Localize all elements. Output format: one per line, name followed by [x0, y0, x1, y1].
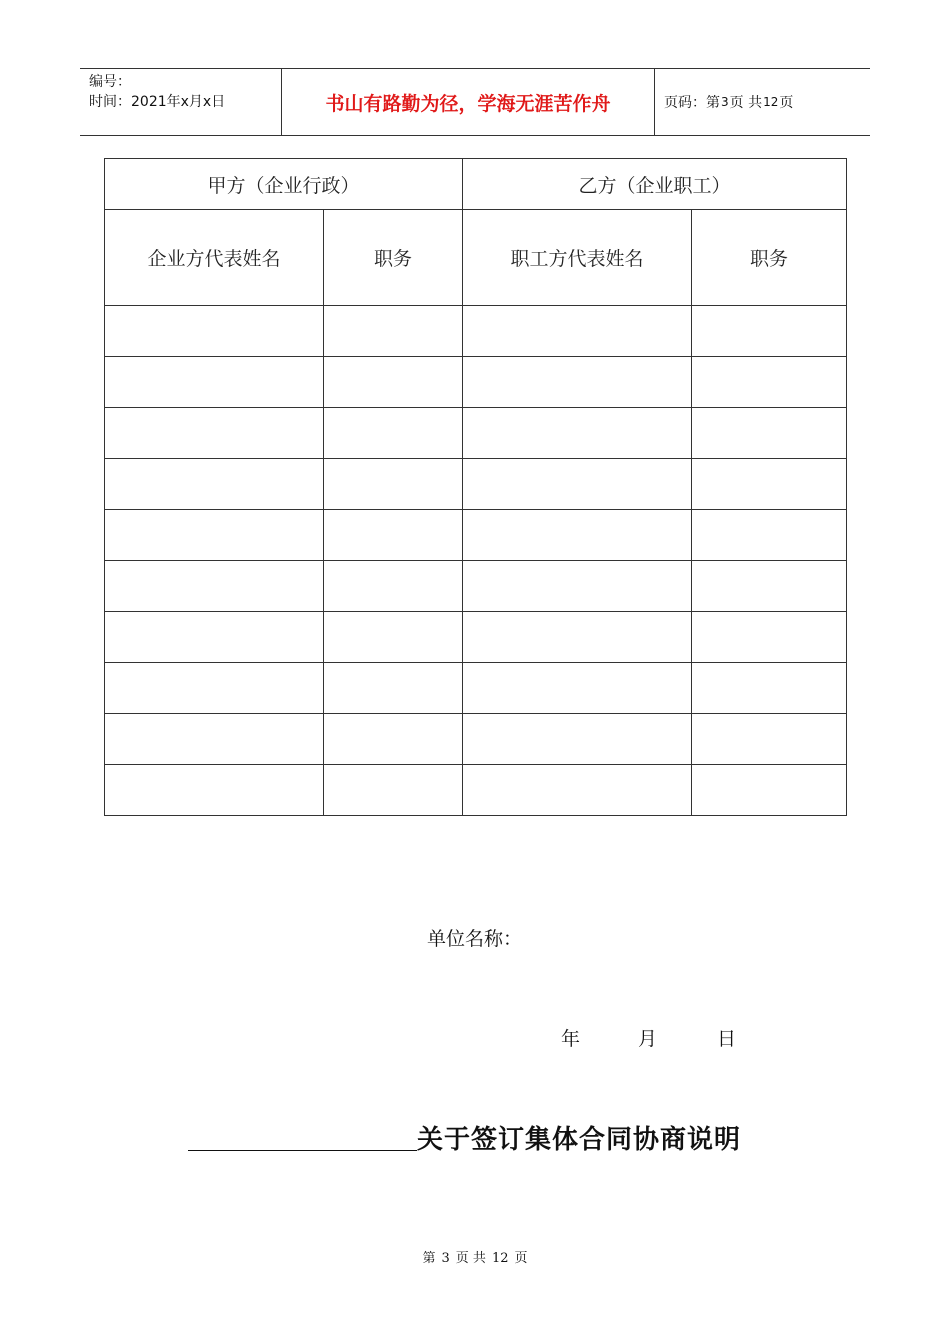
page-prefix: 页码：第 — [664, 95, 720, 111]
col-employee-rep-position: 职务 — [692, 210, 847, 306]
footer-suffix: 页 — [514, 1251, 528, 1266]
section-title — [188, 1116, 741, 1156]
page-total: 12 — [763, 95, 779, 109]
table-cell[interactable] — [463, 510, 692, 561]
table-cell[interactable] — [463, 765, 692, 816]
title-blank-line[interactable] — [188, 1114, 417, 1151]
table-cell[interactable] — [463, 561, 692, 612]
table-row — [105, 306, 847, 357]
footer-total: 12 — [491, 1251, 509, 1266]
table-cell[interactable] — [105, 765, 324, 816]
table-cell[interactable] — [324, 510, 463, 561]
table-cell[interactable] — [324, 459, 463, 510]
table-cell[interactable] — [692, 459, 847, 510]
table-cell[interactable] — [692, 714, 847, 765]
date-month-label: 月 — [638, 1028, 658, 1050]
representatives-table — [104, 158, 847, 816]
footer-prefix: 第 — [422, 1251, 436, 1266]
table-row — [105, 612, 847, 663]
table-cell[interactable] — [105, 561, 324, 612]
table-cell[interactable] — [463, 306, 692, 357]
table-cell[interactable] — [692, 663, 847, 714]
footer-mid: 页 共 — [455, 1251, 486, 1266]
table-cell[interactable] — [105, 306, 324, 357]
table-row — [105, 561, 847, 612]
table-cell[interactable] — [105, 714, 324, 765]
table-cell[interactable] — [105, 510, 324, 561]
table-cell[interactable] — [324, 663, 463, 714]
page-suffix: 页 — [779, 95, 794, 111]
document-time-label: 时间：2021年x月x日 — [89, 94, 226, 110]
table-cell[interactable] — [692, 357, 847, 408]
unit-name-label: 单位名称： — [427, 928, 523, 950]
page-header — [80, 68, 870, 136]
header-motto: 书山有路勤为径，学海无涯苦作舟 — [281, 69, 655, 135]
table-row — [105, 357, 847, 408]
table-cell[interactable] — [324, 408, 463, 459]
page-current: 3 — [721, 95, 729, 109]
table-cell[interactable] — [463, 663, 692, 714]
table-cell[interactable] — [692, 561, 847, 612]
table-cell[interactable] — [692, 510, 847, 561]
col-enterprise-rep-name: 企业方代表姓名 — [105, 210, 324, 306]
table-cell[interactable] — [324, 765, 463, 816]
party-a-header: 甲方（企业行政） — [105, 159, 463, 210]
section-title-text: 关于签订集体合同协商说明 — [417, 1125, 742, 1155]
header-meta — [80, 69, 281, 135]
page-footer — [0, 1247, 950, 1266]
table-row — [105, 663, 847, 714]
table-body — [105, 306, 847, 816]
document-number-label: 编号： — [89, 74, 131, 90]
table-cell[interactable] — [105, 357, 324, 408]
table-cell[interactable] — [692, 408, 847, 459]
date-day-label: 日 — [717, 1028, 737, 1050]
table-cell[interactable] — [324, 357, 463, 408]
table-row — [105, 765, 847, 816]
table-cell[interactable] — [692, 306, 847, 357]
header-page-info — [655, 69, 870, 135]
table-cell[interactable] — [324, 714, 463, 765]
col-employee-rep-name: 职工方代表姓名 — [463, 210, 692, 306]
col-enterprise-rep-position: 职务 — [324, 210, 463, 306]
table-cell[interactable] — [324, 561, 463, 612]
table-cell[interactable] — [105, 408, 324, 459]
table-cell[interactable] — [692, 612, 847, 663]
table-cell[interactable] — [463, 612, 692, 663]
table-row — [105, 510, 847, 561]
table-cell[interactable] — [105, 612, 324, 663]
table-cell[interactable] — [463, 459, 692, 510]
table-cell[interactable] — [463, 714, 692, 765]
table-party-row — [105, 159, 847, 210]
footer-current: 3 — [441, 1251, 450, 1266]
date-year-label: 年 — [561, 1028, 581, 1050]
page-mid: 页 共 — [729, 95, 763, 111]
table-cell[interactable] — [105, 459, 324, 510]
table-cell[interactable] — [463, 408, 692, 459]
table-cell[interactable] — [692, 765, 847, 816]
table-cell[interactable] — [324, 306, 463, 357]
table-row — [105, 714, 847, 765]
table-row — [105, 459, 847, 510]
table-cell[interactable] — [105, 663, 324, 714]
table-row — [105, 408, 847, 459]
table-column-row — [105, 210, 847, 306]
table-cell[interactable] — [463, 357, 692, 408]
party-b-header: 乙方（企业职工） — [463, 159, 847, 210]
table-cell[interactable] — [324, 612, 463, 663]
